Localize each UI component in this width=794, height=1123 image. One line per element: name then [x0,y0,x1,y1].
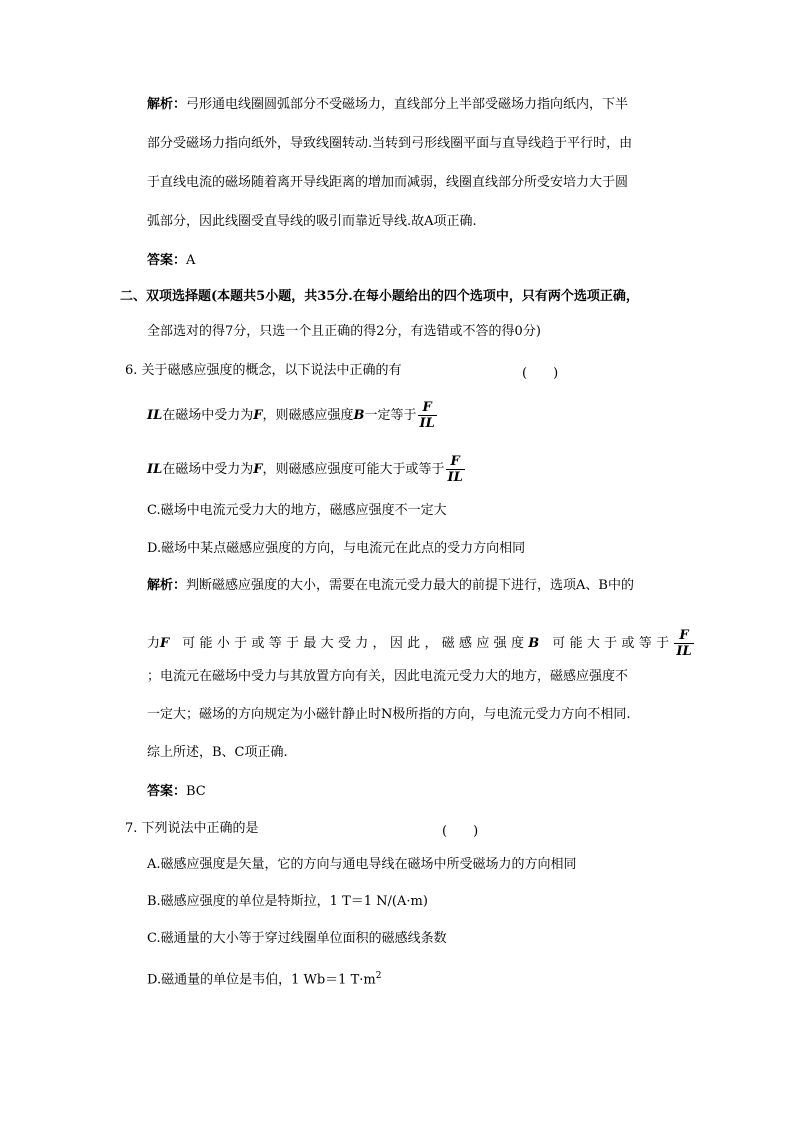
fraction-f-over-il: $\frac{F}{IL}$ [447,454,463,485]
q7-option-c: C.磁通量的大小等于穿过线圈单位面积的磁感线条数 [147,931,447,946]
section-2-heading-line-1: 二、双项选择题(本题共5小题，共35分.在每小题给出的四个选项中，只有两个选项正确， [120,289,639,304]
q6-analysis-line-1: 解析：判断磁感应强度的大小，需要在电流元受力最大的前提下进行，选项A、B中的 [147,578,634,593]
q5-analysis-label: 解析： [147,97,187,112]
q7-stem: 7. 下列说法中正确的是 [125,821,259,836]
q5-analysis-line-4: 弧部分，因此线圈受直导线的吸引而靠近导线.故A项正确. [147,214,477,229]
q5-answer: 答案：A [147,253,196,268]
q6-option-d: D.磁场中某点磁感应强度的方向，与电流元在此点的受力方向相同 [147,541,526,556]
q6-analysis-line-3: ；电流元在磁场中受力与其放置方向有关，因此电流元受力大的地方，磁感应强度不 [147,669,629,684]
section-2-heading-line-2: 全部选对的得7分，只选一个且正确的得2分，有选错或不答的得0分) [147,324,541,339]
q6-analysis-line-5: 综上所述，B、C项正确. [147,745,288,760]
q6-option-c: C.磁场中电流元受力大的地方，磁感应强度不一定大 [147,503,447,518]
q6-option-b: IL在磁场中受力为F，则磁感应强度可能大于或等于 $\frac{F}{IL}$ [147,454,463,485]
q6-analysis-line-4: 一定大；磁场的方向规定为小磁针静止时N极所指的方向，与电流元受力方向不相同. [147,707,631,722]
q6-stem: 6. 关于磁感应强度的概念，以下说法中正确的有 [125,363,402,378]
q6-answer: 答案：BC [147,784,206,799]
q5-analysis-line-1: 解析：弓形通电线圈圆弧部分不受磁场力，直线部分上半部受磁场力指向纸内，下半 [147,97,629,112]
q7-option-b: B.磁感应强度的单位是特斯拉，1 T＝1 N/(A·m) [147,894,428,909]
q6-analysis-line-2: 力F 可能小于或等于最大受力，因此，磁感应强度B 可能大于或等于 $\frac{F}{IL}$ [147,628,692,659]
fraction-f-over-il: $\frac{F}{IL}$ [676,628,692,659]
q7-option-a: A.磁感应强度是矢量，它的方向与通电导线在磁场中所受磁场力的方向相同 [147,857,577,872]
q7-option-d: D.磁通量的单位是韦伯，1 Wb＝1 $T\cdot m^2$ [147,971,382,988]
fraction-f-over-il: $\frac{F}{IL}$ [419,400,435,431]
q7-answer-blank: ( ) [442,824,479,839]
q6-answer-blank: ( ) [522,366,559,381]
q6-option-a: IL在磁场中受力为F，则磁感应强度B一定等于 $\frac{F}{IL}$ [147,400,435,431]
q5-analysis-line-3: 于直线电流的磁场随着离开导线距离的增加而减弱，线圈直线部分所受安培力大于圆 [147,175,629,190]
q5-analysis-line-2: 部分受磁场力指向纸外，导致线圈转动.当转到弓形线圈平面与直导线趋于平行时，由 [147,136,633,151]
